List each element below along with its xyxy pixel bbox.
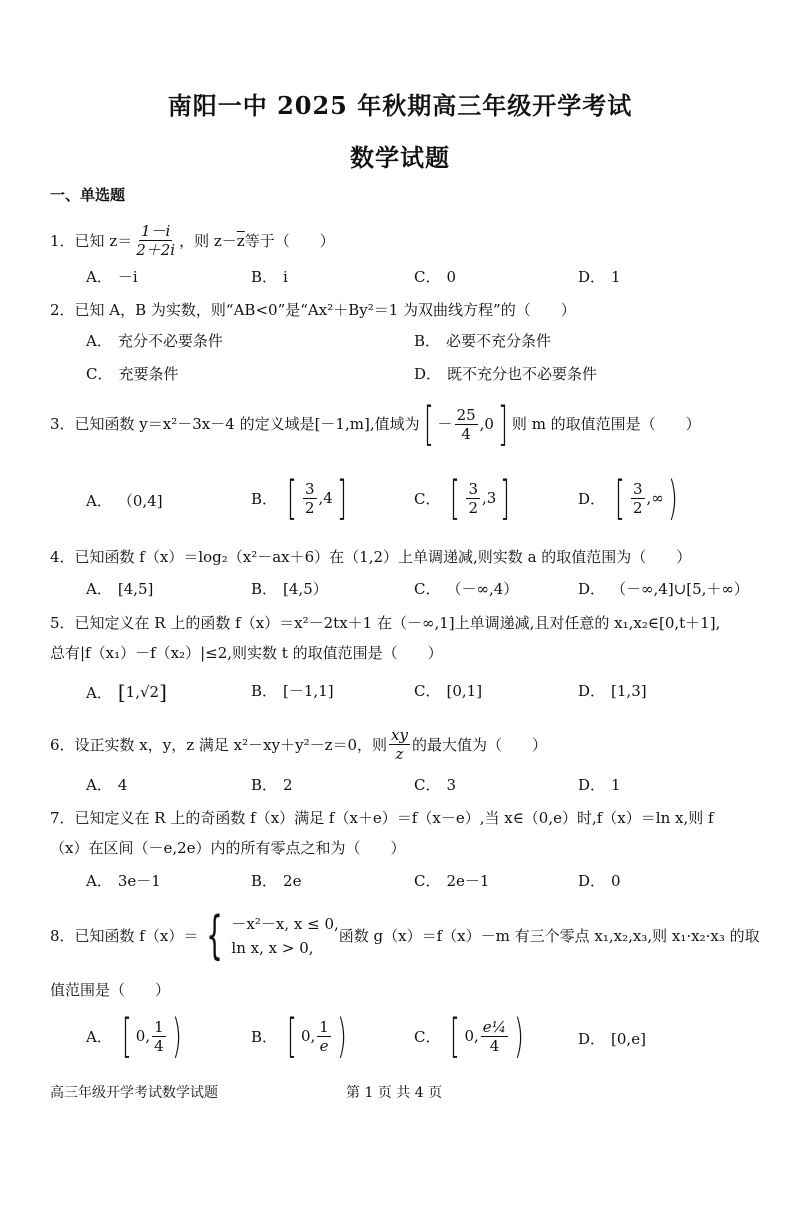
- q4-options: [86, 578, 766, 602]
- question-7-line1: 7．已知定义在 R 上的奇函数 f（x）满足 f（x＋e）＝f（x－e）,当 x∈（0,e）时,f（x）＝ln x,则 f: [50, 809, 714, 827]
- q5-option-d: D． [1,3]: [578, 681, 647, 700]
- q3-fraction: $\frac{25}{4}$: [456, 405, 476, 443]
- q3-option-d: D． [ $\frac{3}{2}$ ,∞ ): [578, 471, 678, 525]
- q2-option-b: B． 必要不充分条件: [414, 332, 552, 350]
- q5-options: [86, 680, 766, 710]
- question-3: 3．已知函数 y＝x²－3x－4 的定义域是[－1,m],值域为 [ － $\frac{25}{4}$ ,0 ] 则 m 的取值范围是（ ）: [50, 397, 701, 451]
- q1-option-d: D． 1: [578, 267, 621, 286]
- q8-option-d: D． [0,e]: [578, 1029, 646, 1048]
- q4-option-c: C． （－∞,4）: [414, 580, 519, 598]
- question-8-line2: 值范围是（ ）: [50, 981, 171, 999]
- q6-option-a: A． 4: [86, 775, 128, 794]
- q4-option-d: D． （－∞,4]∪[5,＋∞）: [578, 580, 749, 598]
- q2-option-d: D． 既不充分也不必要条件: [414, 365, 598, 383]
- q1-option-b: B． i: [251, 267, 288, 286]
- q1-number: 1．: [50, 231, 75, 250]
- q6-option-d: D． 1: [578, 775, 621, 794]
- q1-zbar: $\overline{z}$: [236, 231, 245, 250]
- q2-option-a: A． 充分不必要条件: [86, 332, 223, 350]
- q3-option-b: B． [ $\frac{3}{2}$ ,4 ]: [251, 471, 347, 525]
- q1-option-a: A． －i: [86, 268, 138, 286]
- piecewise-cases: －x²－x, x ≤ 0, ln x, x > 0,: [231, 915, 339, 957]
- q7-option-c: C． 2e－1: [414, 872, 490, 890]
- q6-options: [86, 774, 766, 798]
- q5-option-c: C． [0,1]: [414, 681, 483, 700]
- question-5-line2: 总有|f（x₁）－f（x₂）|≤2,则实数 t 的取值范围是（ ）: [50, 644, 443, 662]
- q6-option-b: B． 2: [251, 775, 293, 794]
- left-bracket: [: [423, 397, 434, 451]
- piecewise-brace: {: [206, 906, 224, 966]
- q5-option-a: A． [ 1,√2 ]: [86, 680, 167, 704]
- question-5-line1: 5．已知定义在 R 上的函数 f（x）＝x²－2tx＋1 在（－∞,1]上单调递减,且对任意的 x₁,x₂∈[0,t＋1],: [50, 614, 721, 632]
- question-2: 2．已知 A，B 为实数，则“AB<0”是“Ax²＋By²＝1 为双曲线方程”的（ ）: [50, 301, 576, 319]
- q8-option-c: C． [ 0, $\frac{\text{e¼}}{4}$ ): [414, 1009, 525, 1063]
- question-1: [50, 222, 760, 259]
- q8-option-b: B． [ 0, $\frac{1}{e}$ ): [251, 1009, 347, 1063]
- exam-title: 南阳一中 2025 年秋期高三年级开学考试: [167, 91, 633, 120]
- q1-tail: 等于（ ）: [244, 231, 335, 250]
- q2-options-row1: [86, 330, 766, 354]
- q7-option-d: D． 0: [578, 871, 621, 890]
- q6-fraction: $\frac{xy}{z}$: [391, 726, 408, 763]
- q1-option-c: C． 0: [414, 267, 457, 286]
- q3-options: [86, 471, 766, 526]
- right-bracket: ]: [498, 397, 508, 451]
- section-heading: 一、单选题: [50, 186, 126, 204]
- question-8: 8．已知函数 f（x）＝ { －x²－x, x ≤ 0, ln x, x > 0, 函数 g（x）＝f（x）－m 有三个零点 x₁,x₂,x₃,则 x₁·x₂·x₃ 的取: [50, 906, 760, 966]
- question-4: 4．已知函数 f（x）＝log₂（x²－ax＋6）在（1,2）上单调递减,则实数 a 的取值范围为（ ）: [50, 548, 692, 566]
- q8-option-a: A． [ 0, $\frac{1}{4}$ ): [86, 1009, 182, 1063]
- q1-lead: 已知 z＝: [74, 231, 133, 250]
- q3-option-c: C． [ $\frac{3}{2}$ ,3 ]: [414, 471, 511, 525]
- q1-mid: ，则 z－: [179, 231, 237, 250]
- q1-options: [86, 266, 766, 290]
- q8-options: [86, 1009, 766, 1066]
- exam-subtitle: 数学试题: [350, 143, 450, 172]
- question-7-line2: （x）在区间（－e,2e）内的所有零点之和为（ ）: [50, 839, 406, 857]
- q2-options-row2: [86, 363, 766, 387]
- q7-options: [86, 870, 766, 894]
- q3-option-a: A． （0,4]: [86, 492, 163, 510]
- q4-option-a: A． [4,5]: [86, 579, 154, 598]
- q7-option-a: A． 3e－1: [86, 872, 161, 890]
- q1-fraction: $\frac{1-i}{2+2i}$: [136, 222, 176, 259]
- q4-option-b: B． [4,5）: [251, 580, 328, 598]
- footer-page-number: 第 1 页 共 4 页: [346, 1085, 443, 1101]
- q7-option-b: B． 2e: [251, 871, 302, 890]
- q5-option-b: B． [－1,1]: [251, 682, 334, 700]
- question-6: 6．设正实数 x，y，z 满足 x²－xy＋y²－z＝0，则 $\frac{xy}{z}$ 的最大值为（ ）: [50, 726, 547, 763]
- footer-title: 高三年级开学考试数学试题: [50, 1085, 218, 1101]
- q2-option-c: C． 充要条件: [86, 365, 179, 383]
- q3-tail: 则 m 的取值范围是（ ）: [511, 415, 701, 433]
- q3-lead: 3．已知函数 y＝x²－3x－4 的定义域是[－1,m],值域为: [50, 415, 420, 433]
- q6-option-c: C． 3: [414, 775, 457, 794]
